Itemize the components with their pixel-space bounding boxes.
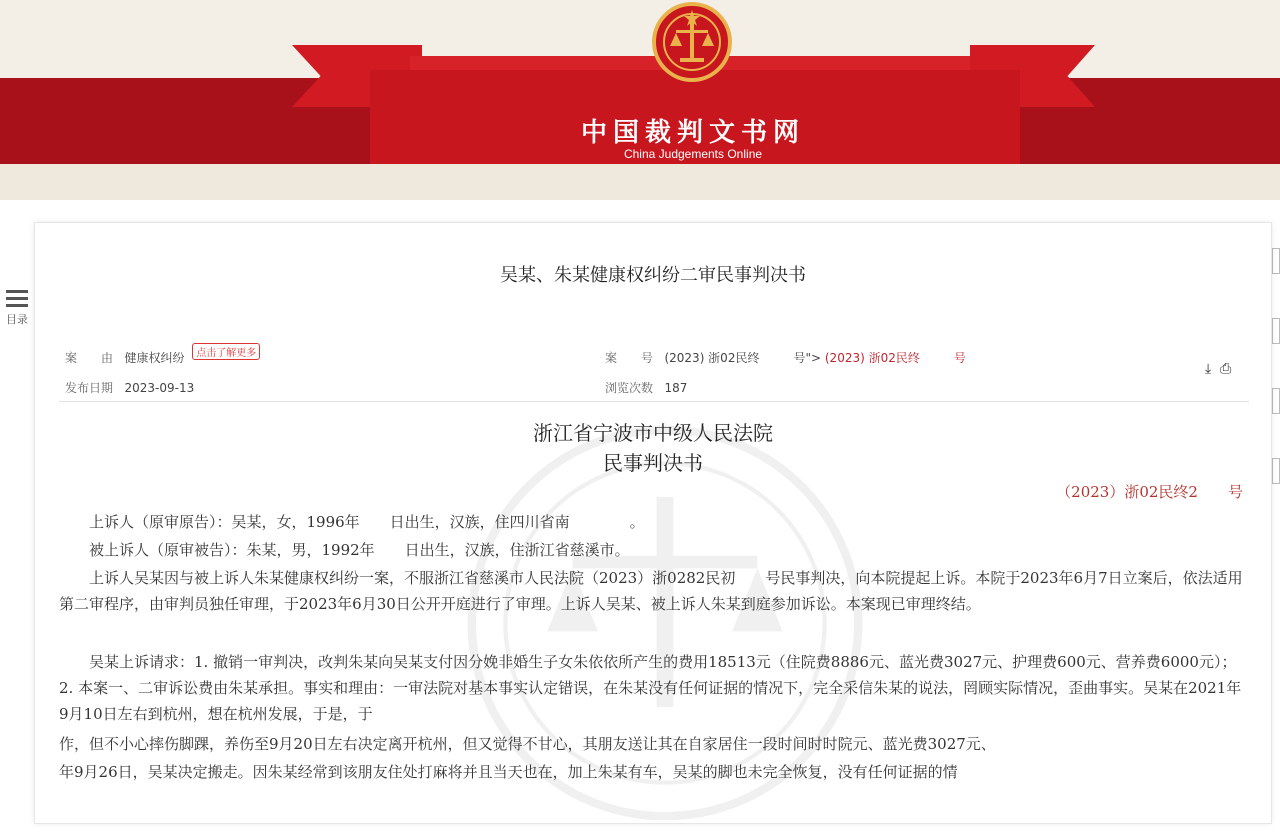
cause-field bbox=[65, 349, 260, 366]
views-value: 187 bbox=[664, 381, 688, 395]
case-value-link-suffix: 号 bbox=[953, 351, 966, 365]
court-emblem-icon bbox=[652, 2, 732, 82]
case-number-field bbox=[605, 349, 966, 366]
toc-button[interactable] bbox=[0, 286, 34, 327]
paragraph-claims-cont: 作，但不小心摔伤脚踝，养伤至9月20日左右决定离开杭州，但又觉得不甘心，其朋友送让其在自家居住一段时间时时院元、蓝光费3027元、 bbox=[59, 735, 996, 753]
download-icon[interactable]: ⤓ bbox=[1205, 361, 1212, 377]
paragraph-procedure: 上诉人吴某因与被上诉人朱某健康权纠纷一案，不服浙江省慈溪市人民法院（2023）浙0282民初 号民事判决，向本院提起上诉。本院于2023年6月7日立案后，依法适用第二审程序，由审判员独任审理，于2023年6月30日公开开庭进行了审理。上诉人吴某、被上诉人朱某到庭参加诉讼。本案现已审理终结。 bbox=[59, 569, 1243, 613]
case-value-link[interactable]: (2023) 浙02民终 bbox=[824, 351, 920, 365]
publish-date-field bbox=[65, 379, 194, 396]
header-bottom-strip bbox=[0, 164, 1280, 200]
divider bbox=[59, 401, 1249, 402]
document-title: 吴某、朱某健康权纠纷二审民事判决书 bbox=[500, 265, 806, 286]
toc-label: 目录 bbox=[6, 313, 28, 326]
cause-label: 案 由 bbox=[65, 351, 114, 365]
site-name: 中国裁判文书网 bbox=[580, 118, 805, 148]
site-header bbox=[0, 0, 1280, 200]
paragraph-appellee: 被上诉人（原审被告）：朱某，男，1992年 日出生，汉族，住浙江省慈溪市。 bbox=[89, 541, 630, 559]
paragraph-claims: 吴某上诉请求：1. 撤销一审判决，改判朱某向吴某支付因分娩非婚生子女朱依依所产生的费用18513元（住院费8886元、蓝光费3027元、护理费600元、营养费6000元）；2. 本案一、二审诉讼费由朱某承担。事实和理由：一审法院对基本事实认定错误，在朱某没有任何证据的情况下，完全采信朱某的说法，罔顾实际情况，歪曲事实。吴某在2021年9月10日左右到杭州，想在杭州发展，于是，于 bbox=[59, 653, 1242, 723]
right-tool-3[interactable] bbox=[1272, 388, 1280, 414]
doc-tools bbox=[1205, 361, 1231, 377]
publish-value: 2023-09-13 bbox=[124, 381, 195, 395]
publish-label: 发布日期 bbox=[65, 381, 114, 395]
learn-more-badge[interactable]: 点击了解更多 bbox=[192, 343, 260, 360]
right-tool-4[interactable] bbox=[1272, 458, 1280, 484]
right-toolbar bbox=[1272, 248, 1280, 708]
right-tool-1[interactable] bbox=[1272, 248, 1280, 274]
views-label: 浏览次数 bbox=[605, 381, 654, 395]
site-subtitle: China Judgements Online bbox=[623, 147, 763, 161]
paragraph-claims-cont-2: 年9月26日，吴某决定搬走。因朱某经常到该朋友住处打麻将并且当天也在，加上朱某有车，吴某的脚也未完全恢复，没有任何证据的情 bbox=[59, 763, 958, 781]
case-number bbox=[1056, 481, 1243, 502]
court-name: 浙江省宁波市中级人民法院 bbox=[533, 421, 773, 445]
case-value-suffix: 号"> bbox=[793, 351, 822, 365]
list-icon bbox=[6, 290, 28, 307]
case-label: 案 号 bbox=[605, 351, 654, 365]
case-value: (2023) 浙02民终 bbox=[664, 351, 760, 365]
views-field bbox=[605, 379, 687, 396]
case-number-prefix: （2023）浙02民终2 bbox=[1056, 483, 1198, 501]
cause-value: 健康权纠纷 bbox=[124, 351, 185, 365]
print-icon[interactable]: ⎙ bbox=[1220, 361, 1232, 377]
case-number-suffix: 号 bbox=[1227, 483, 1243, 501]
right-tool-2[interactable] bbox=[1272, 318, 1280, 344]
document-panel bbox=[34, 222, 1272, 824]
document-type: 民事判决书 bbox=[603, 451, 703, 475]
paragraph-appellant: 上诉人（原审原告）：吴某，女，1996年 日出生，汉族，住四川省南 。 bbox=[89, 513, 645, 531]
